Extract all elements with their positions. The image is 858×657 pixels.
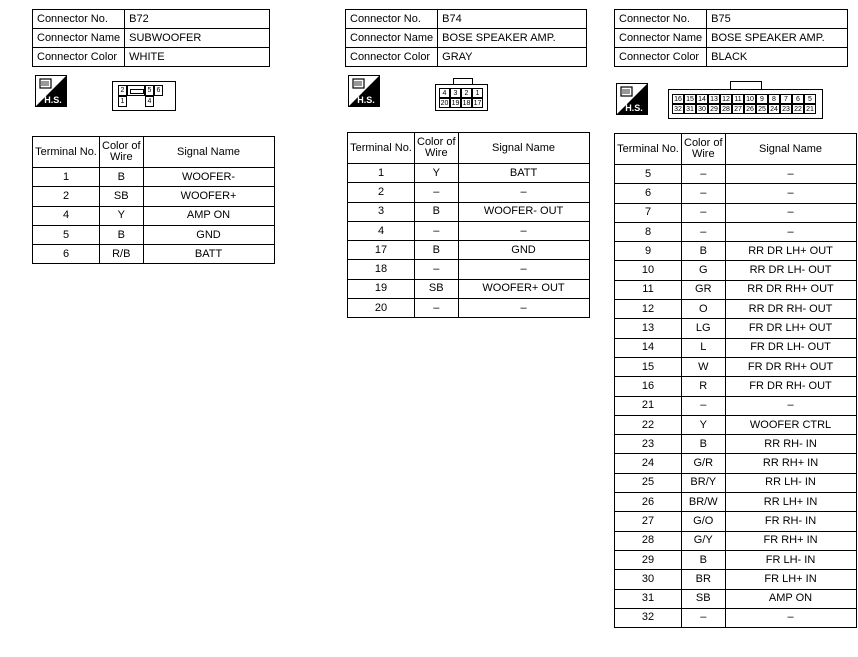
pin-row-top xyxy=(439,88,483,98)
pin-cell: 9 xyxy=(756,94,768,104)
table-row xyxy=(615,435,857,454)
figure-code xyxy=(0,598,1,657)
wire-color-cell: LG xyxy=(682,319,726,338)
table-row xyxy=(615,473,857,492)
terminal-no-cell: 26 xyxy=(615,493,682,512)
connector-color-label: Connector Color xyxy=(33,48,125,67)
terminal-no-cell: 7 xyxy=(615,203,682,222)
pin-cell: 5 xyxy=(804,94,816,104)
wire-color-cell: BR xyxy=(682,570,726,589)
pin-cell: 15 xyxy=(684,94,696,104)
terminal-no-cell: 10 xyxy=(615,261,682,280)
hs-label: H.S. xyxy=(625,103,643,113)
signal-name-cell: WOOFER+ OUT xyxy=(458,279,589,298)
table-row xyxy=(615,550,857,569)
terminal-no-cell: 16 xyxy=(615,377,682,396)
hs-label: H.S. xyxy=(44,95,62,105)
terminal-no-cell: 31 xyxy=(615,589,682,608)
connector-no-value: B74 xyxy=(438,10,587,29)
terminal-no-cell: 2 xyxy=(348,183,415,202)
table-row xyxy=(348,241,590,260)
pin-cell: 32 xyxy=(672,104,684,114)
terminal-no-cell: 5 xyxy=(615,165,682,184)
pin-cell: 22 xyxy=(792,104,804,114)
wire-color-cell: SB xyxy=(415,279,459,298)
terminal-no-cell: 14 xyxy=(615,338,682,357)
wire-color-cell: BR/W xyxy=(682,493,726,512)
connector-no-value: B75 xyxy=(707,10,848,29)
signal-name-cell: – xyxy=(725,608,856,627)
wire-color-cell: GR xyxy=(682,280,726,299)
pin-cell: 4 xyxy=(439,88,450,98)
terminal-no-cell: 32 xyxy=(615,608,682,627)
wire-color-cell: B xyxy=(100,168,144,187)
table-row xyxy=(615,608,857,627)
terminal-table xyxy=(32,136,275,264)
table-row xyxy=(615,338,857,357)
terminal-no-cell: 12 xyxy=(615,300,682,319)
wire-color-cell: G/Y xyxy=(682,531,726,550)
table-row xyxy=(348,299,590,318)
signal-name-cell: FR DR RH+ OUT xyxy=(725,357,856,376)
pin-cell: 25 xyxy=(756,104,768,114)
terminal-no-cell: 4 xyxy=(33,206,100,225)
wire-color-cell: B xyxy=(100,225,144,244)
wire-color-cell: – xyxy=(682,203,726,222)
table-row xyxy=(615,396,857,415)
table-row xyxy=(615,319,857,338)
terminal-no-header: Terminal No. xyxy=(348,133,415,164)
wire-color-cell: R/B xyxy=(100,245,144,264)
wire-color-header: Color of Wire xyxy=(682,134,726,165)
connector-b74-section xyxy=(345,9,587,67)
signal-name-cell: – xyxy=(458,299,589,318)
wire-color-cell: – xyxy=(415,260,459,279)
table-row xyxy=(615,280,857,299)
pin-row-bottom xyxy=(439,98,483,108)
wire-color-header: Color of Wire xyxy=(100,137,144,168)
connector-info-table xyxy=(614,9,848,67)
signal-name-cell: – xyxy=(458,183,589,202)
table-row xyxy=(33,206,275,225)
table-row xyxy=(348,279,590,298)
pin-cell: 3 xyxy=(450,88,461,98)
terminal-no-cell: 15 xyxy=(615,357,682,376)
wire-color-cell: G xyxy=(682,261,726,280)
wire-color-cell: – xyxy=(415,299,459,318)
connector-color-value: WHITE xyxy=(125,48,270,67)
terminal-no-cell: 28 xyxy=(615,531,682,550)
connector-no-label: Connector No. xyxy=(615,10,707,29)
signal-name-cell: AMP ON xyxy=(725,589,856,608)
wire-color-cell: G/R xyxy=(682,454,726,473)
connector-face-b72 xyxy=(112,81,176,111)
terminal-no-cell: 1 xyxy=(33,168,100,187)
pin-cell: 19 xyxy=(451,100,460,107)
signal-name-cell: WOOFER CTRL xyxy=(725,415,856,434)
terminal-no-cell: 9 xyxy=(615,242,682,261)
table-row xyxy=(33,245,275,264)
wire-color-cell: SB xyxy=(100,187,144,206)
pin-cell: 29 xyxy=(708,104,720,114)
connector-name-label: Connector Name xyxy=(346,29,438,48)
table-row xyxy=(615,531,857,550)
terminal-table xyxy=(614,133,857,628)
pin-cell: 16 xyxy=(672,94,684,104)
pin-cell-empty xyxy=(127,96,145,107)
terminal-no-cell: 6 xyxy=(33,245,100,264)
pin-cell: 1 xyxy=(472,88,483,98)
pin-cell: 21 xyxy=(804,104,816,114)
wire-color-cell: – xyxy=(415,221,459,240)
signal-name-header: Signal Name xyxy=(725,134,856,165)
pin-cell: 13 xyxy=(708,94,720,104)
connector-name-value: SUBWOOFER xyxy=(125,29,270,48)
signal-name-cell: RR DR LH+ OUT xyxy=(725,242,856,261)
terminal-no-cell: 11 xyxy=(615,280,682,299)
connector-face-b75 xyxy=(668,81,823,119)
connector-color-label: Connector Color xyxy=(346,48,438,67)
connector-name-value: BOSE SPEAKER AMP. xyxy=(707,29,848,48)
wire-color-cell: G/O xyxy=(682,512,726,531)
wire-color-cell: R xyxy=(682,377,726,396)
signal-name-cell: WOOFER- xyxy=(143,168,274,187)
connector-no-value: B72 xyxy=(125,10,270,29)
signal-name-cell: RR DR RH- OUT xyxy=(725,300,856,319)
wire-color-cell: – xyxy=(682,184,726,203)
hs-icon xyxy=(616,83,648,115)
terminal-table-b72-section xyxy=(32,136,275,264)
table-row xyxy=(348,164,590,183)
signal-name-cell: BATT xyxy=(143,245,274,264)
connector-b75-section xyxy=(614,9,848,67)
pin-cell: 28 xyxy=(720,104,732,114)
table-row xyxy=(348,260,590,279)
table-row xyxy=(615,377,857,396)
pin-row-bottom xyxy=(672,104,816,114)
wire-color-cell: B xyxy=(415,241,459,260)
wire-color-cell: O xyxy=(682,300,726,319)
wire-color-cell: – xyxy=(682,396,726,415)
pin-cell: 6 xyxy=(154,85,163,96)
signal-name-header: Signal Name xyxy=(143,137,274,168)
pin-cell: 5 xyxy=(145,85,154,96)
signal-name-cell: – xyxy=(458,260,589,279)
connector-face-b74 xyxy=(435,78,488,111)
table-row xyxy=(615,493,857,512)
connector-no-label: Connector No. xyxy=(346,10,438,29)
signal-name-cell: FR LH- IN xyxy=(725,550,856,569)
signal-name-cell: – xyxy=(725,165,856,184)
signal-name-cell: RR LH- IN xyxy=(725,473,856,492)
wire-color-cell: – xyxy=(415,183,459,202)
signal-name-cell: GND xyxy=(143,225,274,244)
signal-name-cell: FR LH+ IN xyxy=(725,570,856,589)
table-row xyxy=(615,570,857,589)
terminal-no-cell: 17 xyxy=(348,241,415,260)
table-row xyxy=(33,187,275,206)
terminal-no-cell: 27 xyxy=(615,512,682,531)
table-row xyxy=(615,415,857,434)
connector-name-label: Connector Name xyxy=(33,29,125,48)
pin-cell: 26 xyxy=(744,104,756,114)
pin-cell: 27 xyxy=(732,104,744,114)
pin-cell: 6 xyxy=(792,94,804,104)
connector-color-label: Connector Color xyxy=(615,48,707,67)
signal-name-cell: RR LH+ IN xyxy=(725,493,856,512)
terminal-table xyxy=(347,132,590,318)
terminal-no-cell: 8 xyxy=(615,222,682,241)
wire-color-cell: SB xyxy=(682,589,726,608)
table-row xyxy=(615,454,857,473)
wire-color-cell: – xyxy=(682,608,726,627)
pin-cell: 18 xyxy=(462,100,471,107)
terminal-no-cell: 20 xyxy=(348,299,415,318)
pin-cell: 2 xyxy=(118,85,127,96)
terminal-no-cell: 24 xyxy=(615,454,682,473)
terminal-no-cell: 30 xyxy=(615,570,682,589)
pin-cell: 10 xyxy=(744,94,756,104)
signal-name-cell: RR DR LH- OUT xyxy=(725,261,856,280)
table-row xyxy=(615,261,857,280)
wire-color-cell: – xyxy=(682,165,726,184)
table-row xyxy=(615,300,857,319)
signal-name-cell: – xyxy=(725,222,856,241)
terminal-no-cell: 6 xyxy=(615,184,682,203)
signal-name-cell: – xyxy=(458,221,589,240)
connector-name-value: BOSE SPEAKER AMP. xyxy=(438,29,587,48)
table-row xyxy=(348,183,590,202)
wire-color-cell: B xyxy=(682,242,726,261)
signal-name-cell: RR RH+ IN xyxy=(725,454,856,473)
pin-cell: 8 xyxy=(768,94,780,104)
hs-label: H.S. xyxy=(357,95,375,105)
pin-cell: 4 xyxy=(145,96,154,107)
signal-name-cell: FR DR LH+ OUT xyxy=(725,319,856,338)
table-row xyxy=(615,222,857,241)
wire-color-cell: – xyxy=(682,222,726,241)
pin-cell: 24 xyxy=(768,104,780,114)
terminal-table-b74-section xyxy=(347,132,590,318)
connector-name-label: Connector Name xyxy=(615,29,707,48)
connector-info-table xyxy=(345,9,587,67)
connector-b72-section xyxy=(32,9,270,67)
terminal-no-cell: 19 xyxy=(348,279,415,298)
terminal-no-cell: 3 xyxy=(348,202,415,221)
signal-name-cell: FR RH+ IN xyxy=(725,531,856,550)
pin-cell-latch xyxy=(127,85,145,96)
wire-color-cell: W xyxy=(682,357,726,376)
connector-info-table xyxy=(32,9,270,67)
wire-color-cell: B xyxy=(682,550,726,569)
signal-name-cell: RR RH- IN xyxy=(725,435,856,454)
pin-cell: 23 xyxy=(780,104,792,114)
signal-name-cell: WOOFER+ xyxy=(143,187,274,206)
pin-cell: 12 xyxy=(720,94,732,104)
table-row xyxy=(615,512,857,531)
terminal-no-cell: 21 xyxy=(615,396,682,415)
table-row xyxy=(615,184,857,203)
signal-name-cell: – xyxy=(725,396,856,415)
table-row xyxy=(615,165,857,184)
wire-color-cell: Y xyxy=(682,415,726,434)
terminal-table-b75-section xyxy=(614,133,857,628)
wire-color-cell: B xyxy=(682,435,726,454)
terminal-no-cell: 1 xyxy=(348,164,415,183)
terminal-no-cell: 23 xyxy=(615,435,682,454)
wire-color-cell: L xyxy=(682,338,726,357)
signal-name-cell: FR RH- IN xyxy=(725,512,856,531)
terminal-no-cell: 5 xyxy=(33,225,100,244)
wire-color-header: Color of Wire xyxy=(415,133,459,164)
pin-cell: 7 xyxy=(780,94,792,104)
table-row xyxy=(348,202,590,221)
pin-cell: 30 xyxy=(696,104,708,114)
table-row xyxy=(615,242,857,261)
pin-cell: 20 xyxy=(440,100,449,107)
signal-name-cell: – xyxy=(725,203,856,222)
hs-icon xyxy=(35,75,67,107)
connector-no-label: Connector No. xyxy=(33,10,125,29)
wire-color-cell: B xyxy=(415,202,459,221)
terminal-no-cell: 22 xyxy=(615,415,682,434)
wire-color-cell: Y xyxy=(100,206,144,225)
terminal-no-cell: 2 xyxy=(33,187,100,206)
pin-row-top xyxy=(672,94,816,104)
terminal-no-cell: 13 xyxy=(615,319,682,338)
table-row xyxy=(615,203,857,222)
signal-name-cell: AMP ON xyxy=(143,206,274,225)
pin-cell: 1 xyxy=(118,96,127,107)
table-row xyxy=(348,221,590,240)
table-row xyxy=(33,168,275,187)
pin-cell: 17 xyxy=(473,100,482,107)
pin-cell: 14 xyxy=(696,94,708,104)
table-row xyxy=(33,225,275,244)
terminal-no-cell: 29 xyxy=(615,550,682,569)
table-row xyxy=(615,589,857,608)
terminal-no-cell: 18 xyxy=(348,260,415,279)
signal-name-cell: GND xyxy=(458,241,589,260)
terminal-no-header: Terminal No. xyxy=(33,137,100,168)
signal-name-cell: WOOFER- OUT xyxy=(458,202,589,221)
signal-name-cell: FR DR LH- OUT xyxy=(725,338,856,357)
pin-cell: 2 xyxy=(461,88,472,98)
connector-color-value: GRAY xyxy=(438,48,587,67)
signal-name-cell: RR DR RH+ OUT xyxy=(725,280,856,299)
wire-color-cell: BR/Y xyxy=(682,473,726,492)
terminal-no-cell: 25 xyxy=(615,473,682,492)
connector-color-value: BLACK xyxy=(707,48,848,67)
pin-cell: 31 xyxy=(684,104,696,114)
signal-name-cell: BATT xyxy=(458,164,589,183)
signal-name-header: Signal Name xyxy=(458,133,589,164)
pin-cell: 11 xyxy=(732,94,744,104)
terminal-no-header: Terminal No. xyxy=(615,134,682,165)
signal-name-cell: – xyxy=(725,184,856,203)
terminal-no-cell: 4 xyxy=(348,221,415,240)
table-row xyxy=(615,357,857,376)
wire-color-cell: Y xyxy=(415,164,459,183)
hs-icon xyxy=(348,75,380,107)
signal-name-cell: FR DR RH- OUT xyxy=(725,377,856,396)
